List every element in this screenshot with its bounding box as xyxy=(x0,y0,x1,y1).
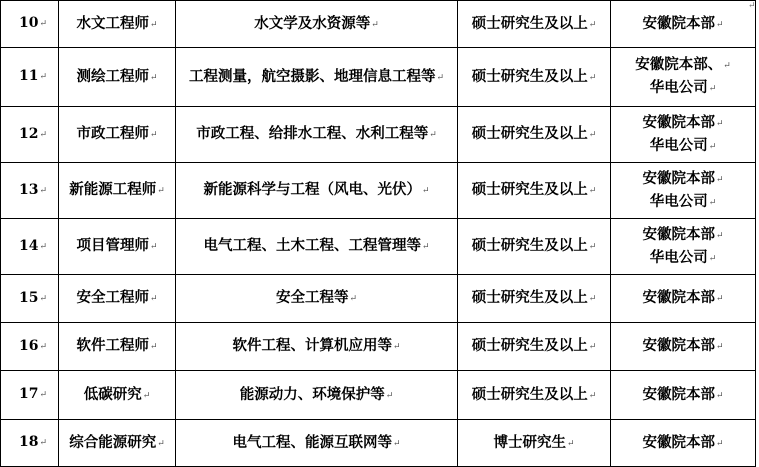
table-row xyxy=(1,219,756,275)
degree-cell-text: 硕士研究生及以上 xyxy=(471,237,588,254)
paragraph-mark-icon: ↵ xyxy=(588,19,597,30)
location-cell xyxy=(611,48,756,107)
paragraph-mark-icon: ↵ xyxy=(421,242,430,252)
job-title-cell xyxy=(59,420,176,467)
paragraph-mark-icon: ↵ xyxy=(566,438,575,449)
paragraph-mark-icon: ↵ xyxy=(149,294,158,304)
paragraph-mark-icon: ↵ xyxy=(715,390,724,401)
paragraph-mark-icon: ↵ xyxy=(588,242,597,252)
paragraph-mark-icon: ↵ xyxy=(392,438,401,449)
location-cell xyxy=(611,1,756,48)
degree-cell-text: 博士研究生 xyxy=(493,433,566,451)
row-number-cell xyxy=(1,48,59,107)
paragraph-mark-icon: ↵ xyxy=(385,390,394,401)
location-line xyxy=(613,224,753,247)
paragraph-mark-icon: ↵ xyxy=(149,19,158,30)
location-line xyxy=(613,191,753,214)
degree-cell xyxy=(458,420,611,467)
row-number-cell xyxy=(1,219,59,275)
row-number-cell-text: 12 xyxy=(19,125,39,142)
major-cell-text: 水文学及水资源等 xyxy=(254,14,371,32)
major-cell-text: 市政工程、给排水工程、水利工程等 xyxy=(196,125,429,142)
job-title-cell-text: 安全工程师 xyxy=(76,289,149,306)
major-cell xyxy=(176,1,458,48)
major-cell xyxy=(176,163,458,219)
location-cell xyxy=(611,420,756,467)
location-line xyxy=(613,135,753,158)
degree-cell-text: 硕士研究生及以上 xyxy=(471,337,588,354)
location-text: 华电公司 xyxy=(649,79,708,96)
paragraph-mark-icon: ↵ xyxy=(392,342,401,352)
major-cell-text: 工程测量，航空摄影、地理信息工程等 xyxy=(188,67,436,85)
location-line xyxy=(613,77,753,100)
row-number-cell-text: 10 xyxy=(19,15,39,31)
degree-cell-text: 硕士研究生及以上 xyxy=(471,125,588,142)
paragraph-mark-icon: ↵ xyxy=(421,186,430,196)
paragraph-mark-icon: ↵ xyxy=(149,72,158,83)
paragraph-mark-icon: ↵ xyxy=(429,130,437,140)
paragraph-mark-icon: ↵ xyxy=(39,293,48,304)
job-title-cell xyxy=(59,323,176,371)
location-text: 安徽院本部 xyxy=(642,225,715,243)
paragraph-mark-icon: ↵ xyxy=(748,1,756,11)
row-number-cell xyxy=(1,163,59,219)
major-cell-text: 电气工程、土木工程、工程管理等 xyxy=(203,237,421,254)
job-title-cell xyxy=(59,1,176,48)
job-title-cell xyxy=(59,275,176,323)
degree-cell xyxy=(458,48,611,107)
location-line xyxy=(613,287,753,310)
location-cell xyxy=(611,323,756,371)
job-title-cell-text: 项目管理师 xyxy=(76,237,149,254)
location-text: 安徽院本部 xyxy=(642,337,715,354)
major-cell-text: 安全工程等 xyxy=(275,289,349,306)
table-row xyxy=(1,107,756,163)
table-row xyxy=(1,371,756,420)
paragraph-mark-icon: ↵ xyxy=(142,390,151,401)
degree-cell-text: 硕士研究生及以上 xyxy=(471,67,588,85)
job-title-cell xyxy=(59,163,176,219)
paragraph-mark-icon: ↵ xyxy=(588,294,597,304)
major-cell xyxy=(176,275,458,323)
paragraph-mark-icon: ↵ xyxy=(39,19,48,29)
job-title-cell-text: 测绘工程师 xyxy=(76,67,149,85)
paragraph-mark-icon: ↵ xyxy=(723,61,731,71)
paragraph-mark-icon: ↵ xyxy=(149,242,158,252)
paragraph-mark-icon: ↵ xyxy=(588,390,597,401)
paragraph-mark-icon: ↵ xyxy=(708,253,717,264)
table-row xyxy=(1,48,756,107)
paragraph-mark-icon: ↵ xyxy=(715,438,724,449)
paragraph-mark-icon: ↵ xyxy=(157,438,165,449)
major-cell xyxy=(176,107,458,163)
location-line xyxy=(613,247,753,270)
job-title-cell xyxy=(59,48,176,107)
degree-cell xyxy=(458,275,611,323)
location-cell xyxy=(611,371,756,420)
location-line xyxy=(613,54,753,77)
row-number-cell-text: 13 xyxy=(19,181,39,198)
job-title-cell-text: 市政工程师 xyxy=(76,125,149,142)
paragraph-mark-icon: ↵ xyxy=(149,342,158,352)
paragraph-mark-icon: ↵ xyxy=(588,72,597,83)
row-number-cell xyxy=(1,323,59,371)
job-title-cell-text: 新能源工程师 xyxy=(69,181,157,198)
paragraph-mark-icon: ↵ xyxy=(371,19,379,30)
location-cell xyxy=(611,163,756,219)
row-number-cell xyxy=(1,107,59,163)
location-text: 安徽院本部、 xyxy=(635,56,723,73)
table-row xyxy=(1,323,756,371)
degree-cell xyxy=(458,107,611,163)
major-cell xyxy=(176,371,458,420)
location-text: 华电公司 xyxy=(649,136,708,154)
degree-cell xyxy=(458,1,611,48)
paragraph-mark-icon: ↵ xyxy=(708,141,717,152)
location-line xyxy=(613,335,753,358)
degree-cell-text: 硕士研究生及以上 xyxy=(471,385,588,403)
major-cell-text: 能源动力、环境保护等 xyxy=(239,385,385,403)
location-line xyxy=(613,13,753,36)
paragraph-mark-icon: ↵ xyxy=(39,241,48,252)
paragraph-mark-icon: ↵ xyxy=(715,118,724,129)
paragraph-mark-icon: ↵ xyxy=(349,294,358,304)
location-text: 华电公司 xyxy=(649,192,708,210)
job-title-cell-text: 水文工程师 xyxy=(76,14,149,32)
job-title-cell-text: 低碳研究 xyxy=(83,385,142,403)
degree-cell xyxy=(458,219,611,275)
paragraph-mark-icon: ↵ xyxy=(39,185,48,196)
location-text: 安徽院本部 xyxy=(642,113,715,131)
paragraph-mark-icon: ↵ xyxy=(149,130,158,140)
paragraph-mark-icon: ↵ xyxy=(588,342,597,352)
location-line xyxy=(613,112,753,135)
degree-cell xyxy=(458,323,611,371)
row-number-cell-text: 16 xyxy=(19,337,39,354)
location-text: 华电公司 xyxy=(649,248,708,266)
paragraph-mark-icon: ↵ xyxy=(715,342,724,352)
location-text: 安徽院本部 xyxy=(642,169,715,187)
major-cell-text: 电气工程、能源互联网等 xyxy=(232,433,392,451)
table-body xyxy=(1,1,756,467)
major-cell xyxy=(176,219,458,275)
job-title-cell xyxy=(59,371,176,420)
job-title-cell-text: 综合能源研究 xyxy=(69,433,157,451)
row-number-cell-text: 15 xyxy=(19,289,39,306)
location-cell xyxy=(611,275,756,323)
major-cell-text: 软件工程、计算机应用等 xyxy=(232,337,392,354)
location-line xyxy=(613,432,753,455)
table-row xyxy=(1,163,756,219)
job-title-cell xyxy=(59,219,176,275)
degree-cell-text: 硕士研究生及以上 xyxy=(471,181,588,198)
row-number-cell-text: 11 xyxy=(19,68,39,84)
paragraph-mark-icon: ↵ xyxy=(715,19,724,30)
paragraph-mark-icon: ↵ xyxy=(588,130,597,140)
row-number-cell xyxy=(1,371,59,420)
degree-cell xyxy=(458,163,611,219)
paragraph-mark-icon: ↵ xyxy=(708,84,717,94)
paragraph-mark-icon: ↵ xyxy=(436,72,445,83)
location-text: 安徽院本部 xyxy=(642,289,715,306)
paragraph-mark-icon: ↵ xyxy=(39,438,48,448)
paragraph-mark-icon: ↵ xyxy=(588,186,597,196)
location-line xyxy=(613,384,753,407)
degree-cell-text: 硕士研究生及以上 xyxy=(471,289,588,306)
row-number-cell xyxy=(1,1,59,48)
table-row xyxy=(1,275,756,323)
row-number-cell xyxy=(1,420,59,467)
table-row xyxy=(1,420,756,467)
table-row xyxy=(1,1,756,48)
major-cell-text: 新能源科学与工程（风电、光伏） xyxy=(203,181,421,198)
paragraph-mark-icon: ↵ xyxy=(39,72,48,82)
paragraph-mark-icon: ↵ xyxy=(708,197,717,208)
paragraph-mark-icon: ↵ xyxy=(39,341,48,352)
paragraph-mark-icon: ↵ xyxy=(39,129,48,140)
location-line xyxy=(613,168,753,191)
location-text: 安徽院本部 xyxy=(642,433,715,451)
row-number-cell xyxy=(1,275,59,323)
location-cell xyxy=(611,219,756,275)
paragraph-mark-icon: ↵ xyxy=(715,294,724,304)
paragraph-mark-icon: ↵ xyxy=(39,390,48,400)
row-number-cell-text: 17 xyxy=(19,386,39,402)
job-title-cell xyxy=(59,107,176,163)
major-cell xyxy=(176,420,458,467)
row-number-cell-text: 18 xyxy=(19,434,39,450)
location-cell xyxy=(611,107,756,163)
paragraph-mark-icon: ↵ xyxy=(715,174,724,185)
row-number-cell-text: 14 xyxy=(19,237,39,254)
degree-cell xyxy=(458,371,611,420)
location-text: 安徽院本部 xyxy=(642,385,715,403)
paragraph-mark-icon: ↵ xyxy=(157,186,165,196)
paragraph-mark-icon: ↵ xyxy=(715,230,724,241)
degree-cell-text: 硕士研究生及以上 xyxy=(471,14,588,32)
major-cell xyxy=(176,323,458,371)
location-text: 安徽院本部 xyxy=(642,14,715,32)
major-cell xyxy=(176,48,458,107)
job-title-cell-text: 软件工程师 xyxy=(76,337,149,354)
